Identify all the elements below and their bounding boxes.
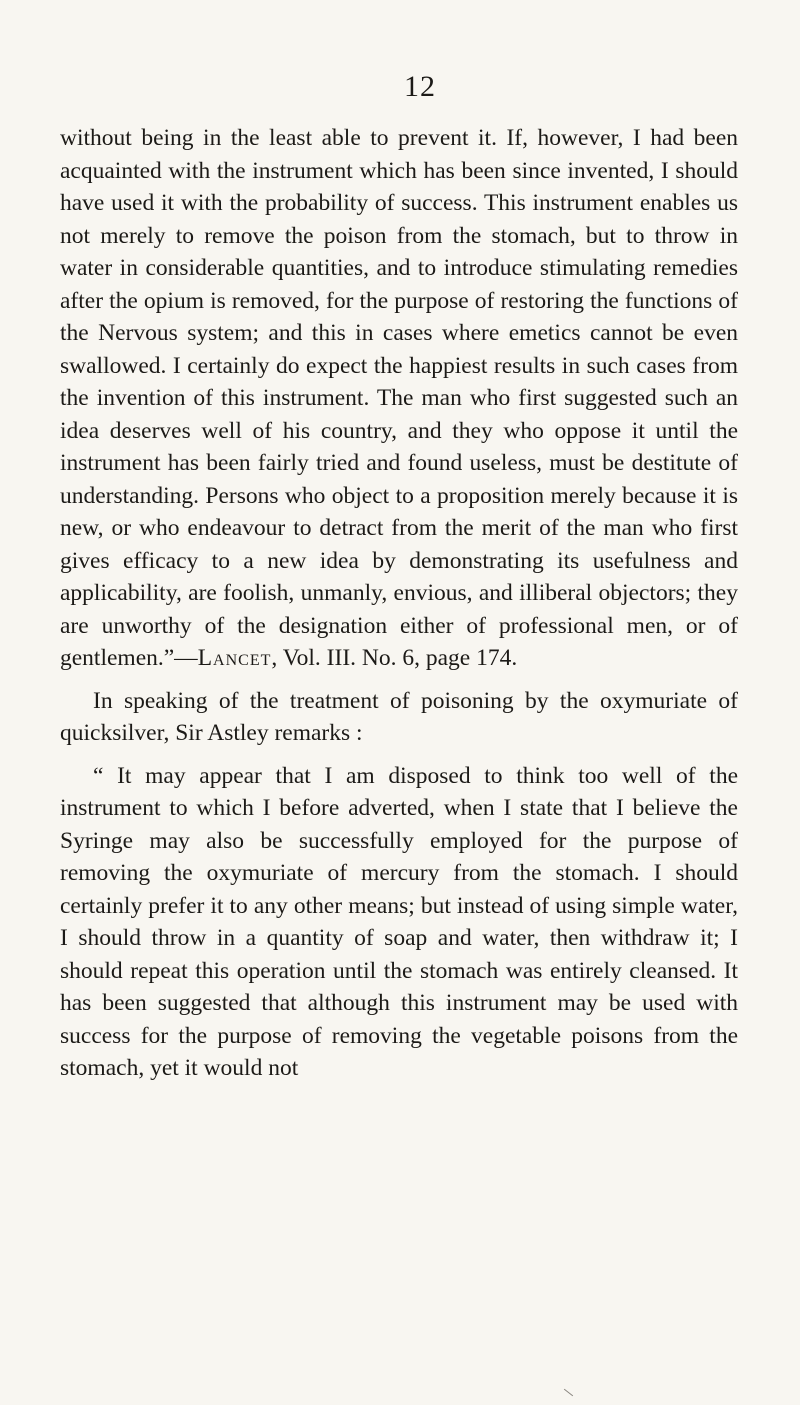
source-citation: , Vol. III. No. 6, page 174. (271, 645, 518, 671)
page-number: 12 (404, 70, 436, 103)
second-quote-paragraph: “ It may appear that I am disposed to think too well of the instrument to which I before adverted, when I state that I believe the Syringe may also be successfully employed for the purpose of removing the oxymuriate of mercury from the stomach. I should certainly prefer it to any other means; but instead of using simple water, I should throw in a quantity of soap and water, then withdraw it; I should repeat this operation until the stomach was entirely cleansed. It has been suggested that although this instrument may be used with success for the purpose of removing the vegetable poisons from the stomach, yet it would not (60, 762, 738, 1081)
stray-ink-mark (564, 1389, 573, 1397)
body-text (60, 122, 738, 1085)
source-name: Lancet (197, 645, 272, 671)
quoted-paragraph (60, 122, 738, 675)
intro-paragraph: In speaking of the treatment of poisoning by the oxymuriate of quicksilver, Sir Astley remarks : (60, 687, 738, 746)
quoted-paragraph-body: without being in the least able to prevent it. If, however, I had been acquainted with the instrument which has been since invented, I should have used it with the probability of success. This instrument enables us not merely to remove the poison from the stomach, but to throw in water in considerable quantities, and to introduce stimulating remedies after the opium is removed, for the purpose of restoring the functions of the Nervous system; and this in cases where emetics cannot be even swallowed. I certainly do expect the happiest results in such cases from the invention of this instrument. The man who first suggested such an idea deserves well of his country, and they who oppose it until the instrument has been fairly tried and found useless, must be destitute of understanding. Persons who object to a proposition merely because it is new, or who endeavour to detract from the merit of the man who first gives efficacy to a new idea by demonstrating its usefulness and applicability, are foolish, unmanly, envious, and illiberal objectors; they are unworthy of the designation either of professional men, or of gentlemen.”— (60, 125, 738, 671)
